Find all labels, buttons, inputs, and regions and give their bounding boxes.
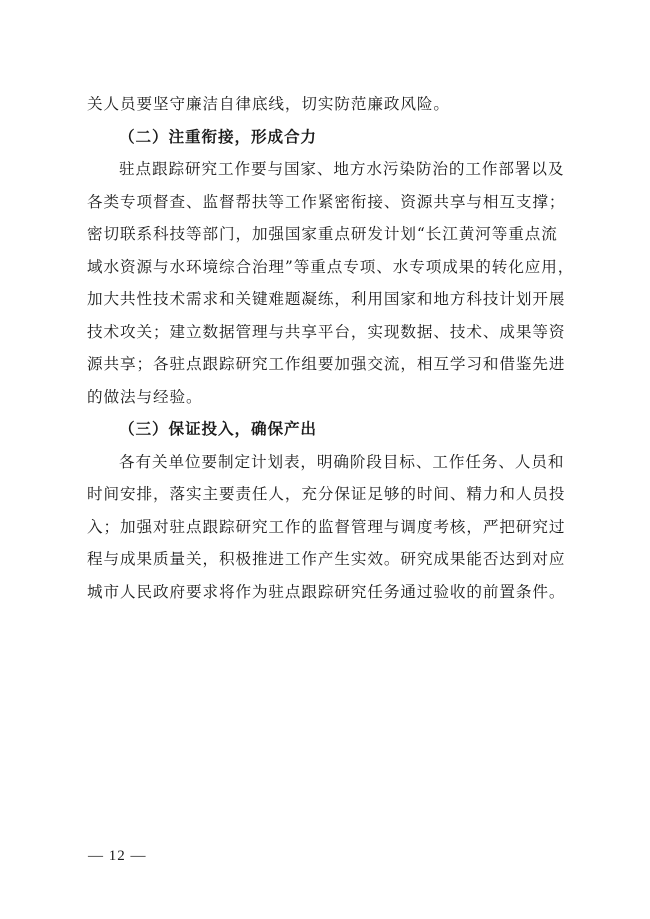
body-line: 技术攻关；建立数据管理与共享平台，实现数据、技术、成果等资 [87,322,566,341]
body-line: 的做法与经验。 [87,387,203,406]
body-line: 各类专项督查、监督帮扶等工作紧密衔接、资源共享与相互支撑； [87,192,566,211]
section-heading: （三）保证投入，确保产出 [119,420,317,438]
body-line: 城市人民政府要求将作为驻点跟踪研究任务通过验收的前置条件。 [87,582,566,601]
section-heading: （二）注重衔接，形成合力 [119,127,317,146]
body-line: 关人员要坚守廉洁自律底线，切实防范廉政风险。 [87,95,450,113]
body-line: 源共享；各驻点跟踪研究工作组要加强交流，相互学习和借鉴先进 [87,355,566,373]
document-body [87,88,575,608]
body-line: 入；加强对驻点跟踪研究工作的监督管理与调度考核，严把研究过 [87,517,566,536]
body-line: 域水资源与水环境综合治理”等重点专项、水专项成果的转化应用， [87,257,575,276]
body-line: 时间安排，落实主要责任人，充分保证足够的时间、精力和人员投 [87,485,566,503]
body-line: 程与成果质量关，积极推进工作产生实效。研究成果能否达到对应 [87,550,566,568]
body-line: 加大共性技术需求和关键难题凝练，利用国家和地方科技计划开展 [87,290,566,308]
body-line: 密切联系科技等部门，加强国家重点研发计划“长江黄河等重点流 [87,225,558,243]
page-number: — 12 — [88,848,147,864]
paragraph-first-line: 各有关单位要制定计划表，明确阶段目标、工作任务、人员和 [119,452,565,471]
paragraph-first-line: 驻点跟踪研究工作要与国家、地方水污染防治的工作部署以及 [119,160,565,178]
